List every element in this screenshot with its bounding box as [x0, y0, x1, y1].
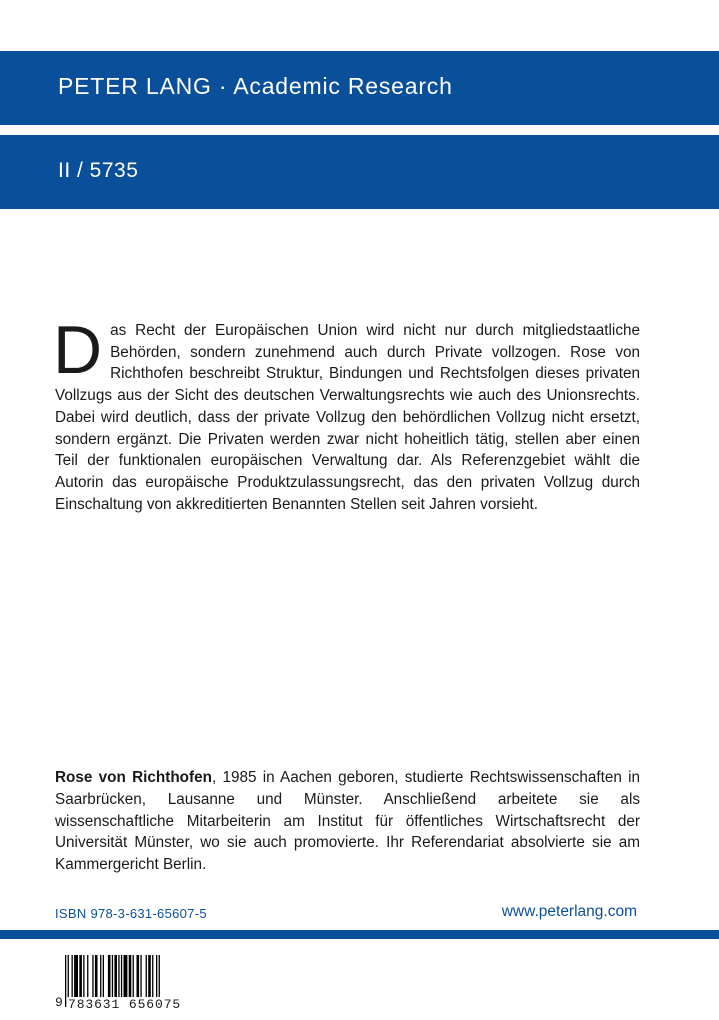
publisher-header-band	[0, 51, 719, 125]
isbn-label: ISBN 978-3-631-65607-5	[55, 906, 207, 921]
abstract-text	[53, 312, 640, 515]
drop-cap: D	[53, 312, 103, 388]
author-bio-body: , 1985 in Aachen geboren, studierte Rechtswissenschaften in Saarbrücken, Lausanne und Münster. Anschließend arbeitete sie als wissenschaftliche Mitarbeiterin am Institut für öffentliches Wirtschaftsrecht der Universität Münster, wo sie auch promovierte. Ihr Referendariat absolvierte sie am Kammergericht Berlin.	[55, 769, 640, 874]
bottom-rule	[0, 930, 719, 939]
author-name: Rose von Richthofen	[55, 769, 212, 786]
series-number: II / 5735	[58, 159, 139, 182]
publisher-url-link[interactable]: www.peterlang.com	[501, 903, 637, 920]
abstract-body: as Recht der Europäischen Union wird nicht nur durch mitgliedstaatliche Behörden, sondern zunehmend auch durch Private vollzogen. Rose von Richthofen beschreibt Struktur, Bindungen und Rechtsfolgen dieses privaten Vollzugs aus der Sicht des deutschen Verwaltungsrechts wie auch des Unionsrechts. Dabei wird deutlich, dass der private Vollzug den behördlichen Vollzug nicht ersetzt, sondern ergänzt. Die Privaten werden zwar nicht hoheitlich tätig, stellen aber einen Teil der funktionalen europäischen Verwaltung dar. Als Referenzgebiet wählt die Autorin das europäische Produktzulassungsrecht, das den privaten Vollzug durch Einschaltung von akkreditierten Benannten Stellen seit Jahren vorsieht.	[55, 322, 640, 513]
barcode-digits: 783631 656075	[68, 997, 182, 1012]
author-bio	[55, 767, 640, 876]
header-divider	[0, 125, 719, 135]
series-band	[0, 135, 719, 209]
publisher-title: PETER LANG · Academic Research	[58, 73, 453, 99]
barcode-lead-digit: 9	[55, 995, 63, 1010]
barcode	[55, 955, 205, 1017]
